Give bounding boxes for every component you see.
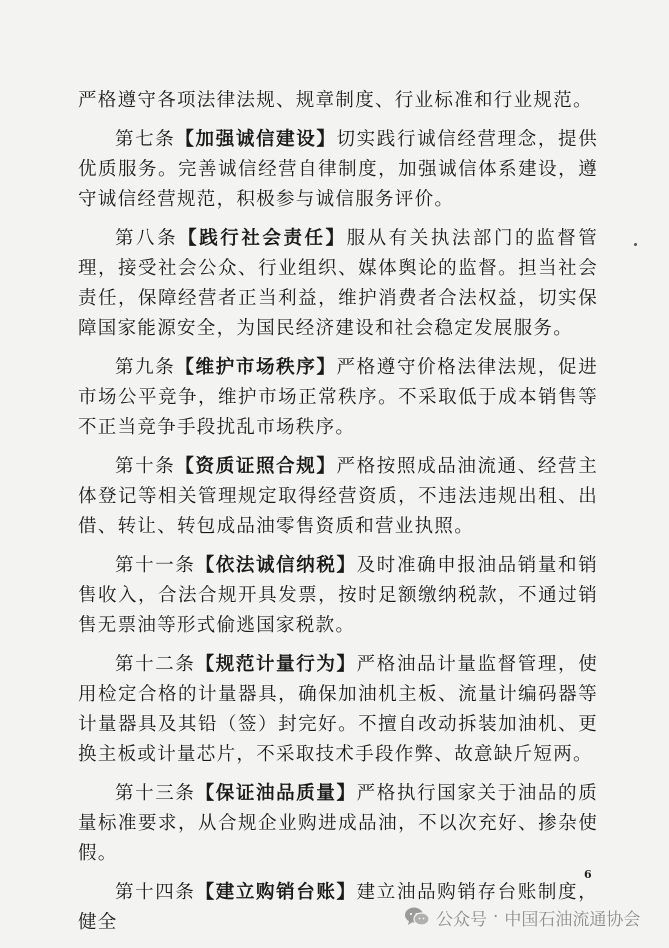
article-heading: 【维护市场秩序】: [175, 357, 337, 378]
article-text: 切实践行诚信经营理念，提供优质服务。完善诚信经营自律制度，加强诚信体系建设，遵守诚信经营规范，积极参与诚信服务评价。: [78, 129, 598, 210]
document-body: [78, 86, 598, 947]
article-number: 第八条: [115, 228, 179, 249]
scan-speck: [634, 243, 637, 246]
paragraph-continued: [78, 86, 598, 116]
article-heading: 【践行社会责任】: [178, 228, 347, 249]
article-text: 及时准确申报油品销量和销售收入，合法合规开具发票，按时足额缴纳税款，不通过销售无票油等形式偷逃国家税款。: [78, 555, 598, 636]
article-11: [78, 551, 598, 641]
article-heading: 【保证油品质量】: [195, 783, 357, 804]
article-number: 第十条: [115, 456, 176, 477]
article-heading: 【依法诚信纳税】: [195, 555, 357, 576]
article-number: 第十三条: [115, 783, 196, 804]
article-7: [78, 125, 598, 215]
article-heading: 【规范计量行为】: [195, 654, 357, 675]
wechat-icon: [404, 906, 430, 928]
article-text: 严格油品计量监督管理，使用检定合格的计量器具，确保加油机主板、流量计编码器等计量器具及其铅（签）封完好。不擅自改动拆装加油机、更换主板或计量芯片，不采取技术手段作弊、故意缺斤短两。: [78, 654, 598, 765]
paragraph-text: 严格遵守各项法律法规、规章制度、行业标准和行业规范。: [78, 90, 593, 111]
article-number: 第十一条: [115, 555, 196, 576]
article-12: [78, 650, 598, 770]
article-text: 服从有关执法部门的监督管理，接受社会公众、行业组织、媒体舆论的监督。担当社会责任，保障经营者正当利益，维护消费者合法权益，切实保障国家能源安全，为国民经济建设和社会稳定发展服务。: [78, 228, 598, 339]
article-number: 第九条: [115, 357, 176, 378]
page-number: 6: [584, 868, 592, 881]
watermark-separator: ·: [493, 907, 499, 927]
watermark-organization: 中国石油流通协会: [504, 909, 641, 930]
article-text: 严格遵守价格法律法规，促进市场公平竞争，维护市场正常秩序。不采取低于成本销售等不正当竞争手段扰乱市场秩序。: [78, 357, 598, 438]
article-heading: 【资质证照合规】: [175, 456, 337, 477]
article-number: 第十二条: [115, 654, 196, 675]
article-9: [78, 353, 598, 443]
article-8: [78, 224, 598, 344]
article-heading: 【加强诚信建设】: [175, 129, 337, 150]
article-number: 第十四条: [115, 882, 196, 903]
article-text: 严格执行国家关于油品的质量标准要求，从合规企业购进成品油，不以次充好、掺杂使假。: [78, 783, 598, 864]
article-13: [78, 779, 598, 869]
watermark-source: 公众号: [436, 909, 487, 930]
article-10: [78, 452, 598, 542]
article-number: 第七条: [115, 129, 176, 150]
article-text: 建立油品购销存台账制度，健全: [78, 882, 598, 933]
article-text: 严格按照成品油流通、经营主体登记等相关管理规定取得经营资质，不违法违规出租、出借、转让、转包成品油零售资质和营业执照。: [78, 456, 598, 537]
watermark: [404, 903, 640, 931]
article-heading: 【建立购销台账】: [195, 882, 357, 903]
